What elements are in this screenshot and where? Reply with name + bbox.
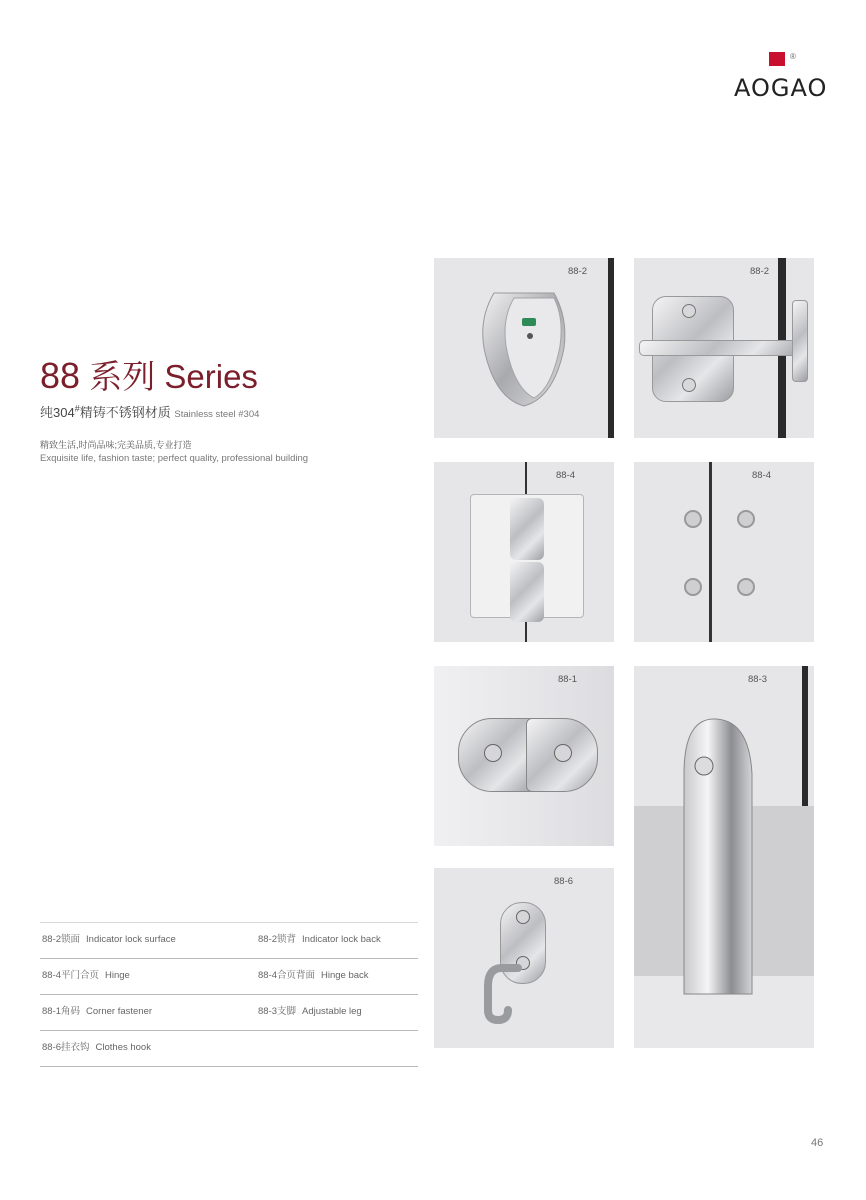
indicator-lock-shape bbox=[464, 288, 574, 418]
lock-keeper bbox=[792, 300, 808, 382]
brand-logo bbox=[732, 52, 828, 108]
screw-icon bbox=[516, 910, 530, 924]
photo-clothes-hook bbox=[434, 868, 614, 1048]
item-name: Clothes hook bbox=[95, 1042, 151, 1053]
item-code: 88-1角码 bbox=[42, 1006, 81, 1017]
hook-curve bbox=[478, 964, 538, 1024]
logo-red-square bbox=[769, 52, 785, 66]
screw-icon bbox=[737, 510, 755, 528]
material-sup: # bbox=[74, 403, 80, 414]
item-name: Corner fastener bbox=[86, 1006, 153, 1017]
logo-text: AOGAO bbox=[734, 74, 828, 102]
screw-icon bbox=[682, 378, 696, 392]
photo-hinge bbox=[434, 462, 614, 642]
photo-label: 88-6 bbox=[554, 876, 574, 887]
table-row bbox=[40, 1031, 418, 1067]
item-left bbox=[42, 967, 130, 981]
description-cn: 精致生活,时尚品味;完美品质,专业打造 bbox=[40, 440, 192, 450]
registered-mark: ® bbox=[790, 52, 796, 61]
material-line bbox=[40, 402, 259, 421]
page-number: 46 bbox=[811, 1137, 824, 1149]
item-left bbox=[42, 931, 176, 945]
item-right bbox=[258, 1003, 362, 1017]
screw-icon bbox=[684, 510, 702, 528]
item-right bbox=[258, 967, 369, 981]
photo-label: 88-4 bbox=[752, 470, 772, 481]
lock-bolt bbox=[639, 340, 806, 356]
panel-edge bbox=[802, 666, 808, 806]
item-name: Indicator lock surface bbox=[86, 934, 176, 945]
table-row bbox=[40, 995, 418, 1031]
material-en: Stainless steel #304 bbox=[174, 409, 260, 420]
item-code: 88-2锁面 bbox=[42, 934, 81, 945]
item-right bbox=[258, 931, 381, 945]
item-code: 88-6挂衣钩 bbox=[42, 1042, 90, 1053]
item-name: Hinge back bbox=[321, 970, 369, 981]
photo-label: 88-1 bbox=[558, 674, 578, 685]
screw-icon bbox=[737, 578, 755, 596]
material-cn: 纯304 bbox=[40, 405, 75, 420]
item-code: 88-4合页背面 bbox=[258, 970, 316, 981]
item-table bbox=[40, 922, 418, 1067]
table-row bbox=[40, 959, 418, 995]
screw-icon bbox=[684, 578, 702, 596]
item-code: 88-2锁背 bbox=[258, 934, 297, 945]
series-number: 88 bbox=[40, 355, 81, 396]
panel-edge bbox=[608, 258, 614, 438]
photo-label: 88-4 bbox=[556, 470, 576, 481]
screw-icon bbox=[554, 744, 572, 762]
photo-lock-back bbox=[634, 258, 814, 438]
photo-label: 88-2 bbox=[568, 266, 588, 277]
material-cn-rest: 精铸不锈钢材质 bbox=[79, 405, 171, 420]
door-gap bbox=[709, 462, 712, 642]
table-row bbox=[40, 922, 418, 959]
item-code: 88-4平门合页 bbox=[42, 970, 100, 981]
series-en: Series bbox=[164, 358, 258, 395]
hinge-knuckle bbox=[510, 562, 544, 622]
description-en: Exquisite life, fashion taste; perfect quality, professional building bbox=[40, 453, 309, 464]
item-name: Indicator lock back bbox=[302, 934, 381, 945]
series-cn: 系列 bbox=[89, 358, 156, 395]
item-left bbox=[42, 1003, 152, 1017]
item-name: Hinge bbox=[105, 970, 130, 981]
leg-shape bbox=[674, 714, 774, 1000]
photo-adjustable-leg bbox=[634, 666, 814, 1048]
photo-label: 88-3 bbox=[748, 674, 768, 685]
item-left bbox=[42, 1039, 151, 1053]
photo-corner-fastener bbox=[434, 666, 614, 846]
photo-lock-surface bbox=[434, 258, 614, 438]
photo-hinge-back bbox=[634, 462, 814, 642]
screw-icon bbox=[682, 304, 696, 318]
screw-icon bbox=[484, 744, 502, 762]
item-code: 88-3支脚 bbox=[258, 1006, 297, 1017]
hinge-knuckle bbox=[510, 498, 544, 560]
photo-label: 88-2 bbox=[750, 266, 770, 277]
item-name: Adjustable leg bbox=[302, 1006, 362, 1017]
series-title bbox=[40, 356, 258, 397]
